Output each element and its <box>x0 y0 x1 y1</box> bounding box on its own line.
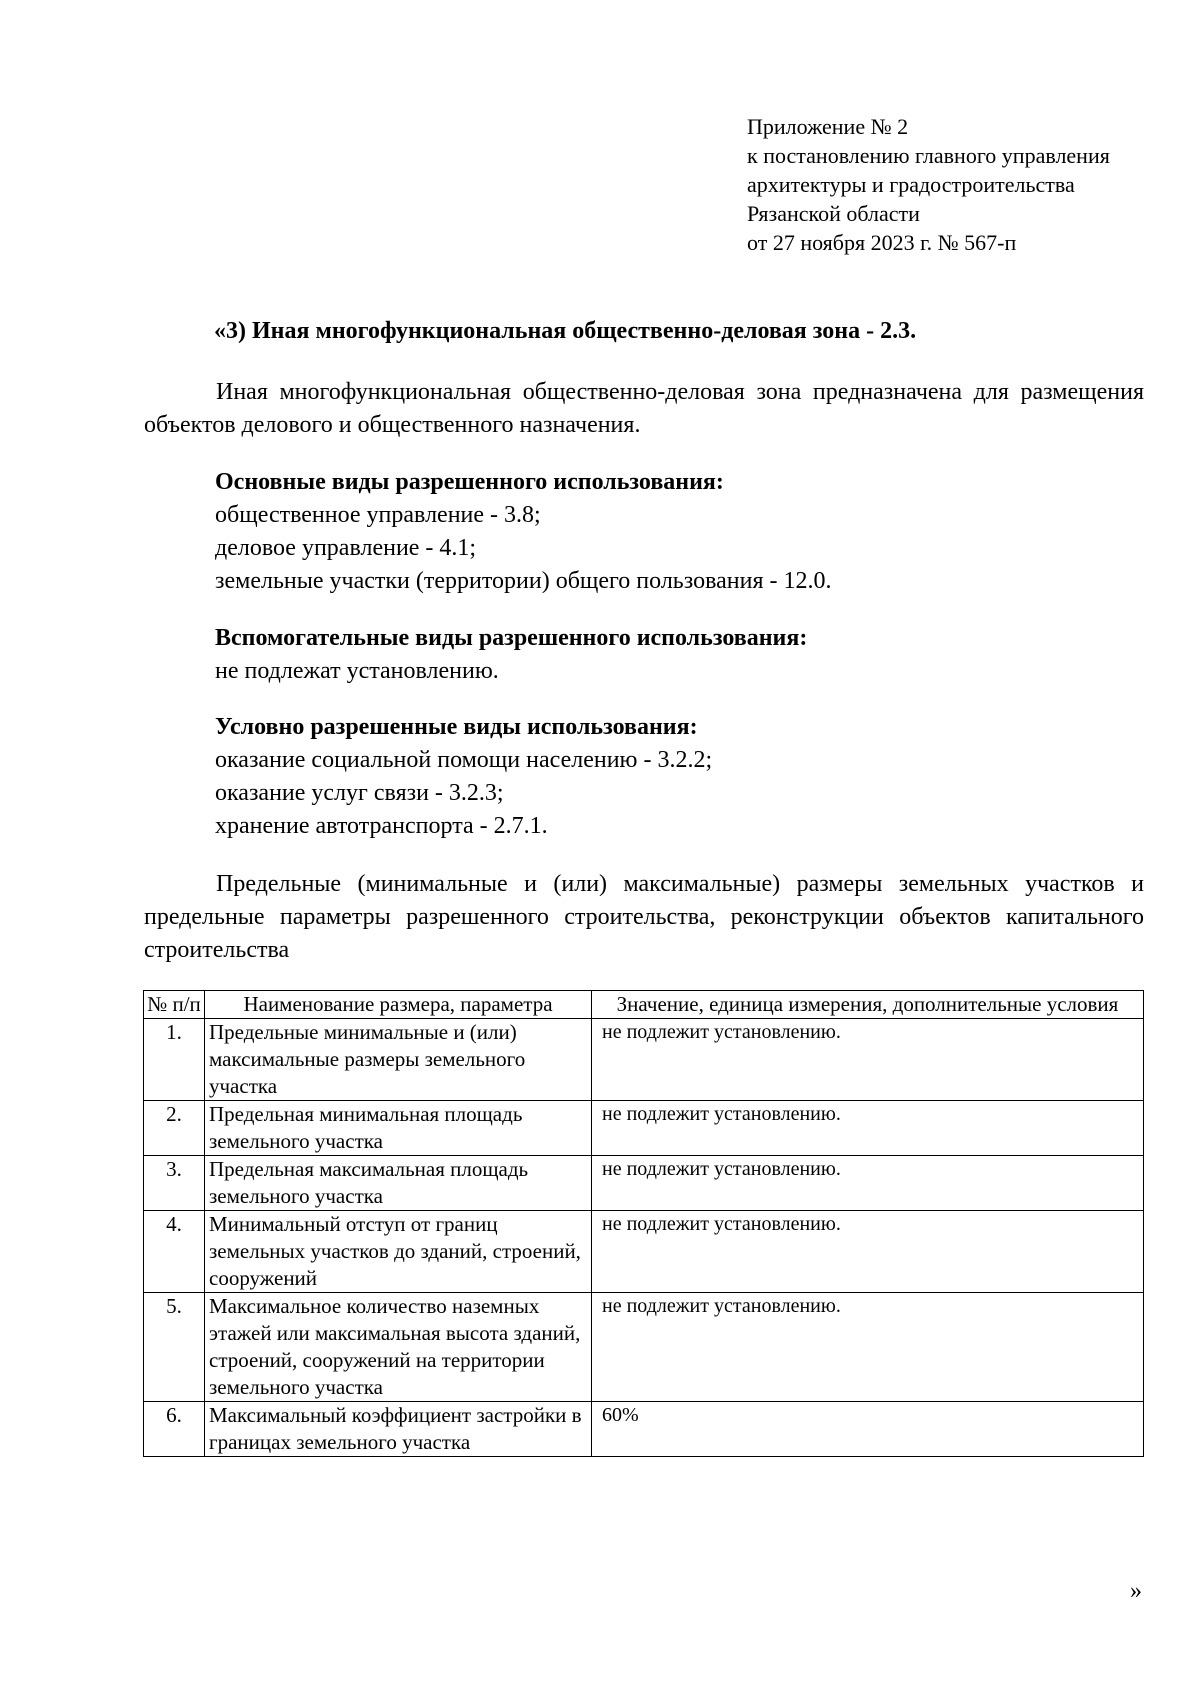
row-value: не подлежит установлению. <box>592 1293 1144 1402</box>
parameters-table <box>143 990 1144 1457</box>
zone-heading: «3) Иная многофункциональная общественно-деловая зона - 2.3. <box>214 318 917 344</box>
row-name: Предельная максимальная площадь земельного участка <box>205 1156 592 1211</box>
row-num: 6. <box>144 1402 205 1457</box>
table-row <box>144 1402 1144 1457</box>
appendix-line: Рязанской области <box>747 201 920 226</box>
main-uses-section <box>215 466 831 598</box>
table-header-row <box>144 991 1144 1019</box>
row-num: 1. <box>144 1019 205 1101</box>
row-num: 5. <box>144 1293 205 1402</box>
table-row <box>144 1293 1144 1402</box>
conditional-uses-section <box>215 711 712 843</box>
header-num: № п/п <box>144 991 205 1019</box>
row-name: Максимальный коэффициент застройки в границах земельного участка <box>205 1402 592 1457</box>
header-name: Наименование размера, параметра <box>205 991 592 1019</box>
row-name: Минимальный отступ от границ земельных участков до зданий, строений, сооружений <box>205 1211 592 1293</box>
main-uses-title: Основные виды разрешенного использования: <box>215 469 724 495</box>
row-name: Предельные минимальные и (или) максимальные размеры земельного участка <box>205 1019 592 1101</box>
row-value: 60% <box>592 1402 1144 1457</box>
auxiliary-uses-section <box>215 622 807 688</box>
appendix-line: Приложение № 2 <box>747 114 909 139</box>
table-row <box>144 1211 1144 1293</box>
table-row <box>144 1101 1144 1156</box>
row-num: 4. <box>144 1211 205 1293</box>
row-num: 2. <box>144 1101 205 1156</box>
table-row <box>144 1156 1144 1211</box>
appendix-line: архитектуры и градостроительства <box>747 172 1075 197</box>
main-use-item: земельные участки (территории) общего пользования - 12.0. <box>215 568 832 594</box>
row-value: не подлежит установлению. <box>592 1156 1144 1211</box>
conditional-use-item: оказание услуг связи - 3.2.3; <box>215 780 504 806</box>
zone-intro-paragraph: Иная многофункциональная общественно-деловая зона предназначена для размещения объектов делового и общественного назначения. <box>144 379 1144 438</box>
auxiliary-uses-title: Вспомогательные виды разрешенного использования: <box>215 625 808 651</box>
closing-quote-mark: » <box>1130 1578 1142 1604</box>
table-row <box>144 1019 1144 1101</box>
header-value: Значение, единица измерения, дополнительные условия <box>592 991 1144 1019</box>
auxiliary-use-item: не подлежат установлению. <box>215 658 499 684</box>
row-name: Максимальное количество наземных этажей или максимальная высота зданий, строений, сооружений на территории земельного участка <box>205 1293 592 1402</box>
row-value: не подлежит установлению. <box>592 1211 1144 1293</box>
limits-paragraph: Предельные (минимальные и (или) максимальные) размеры земельных участков и предельные параметры разрешенного строительства, реконструкции объектов капитального строительства <box>144 871 1144 963</box>
appendix-header <box>747 112 1110 257</box>
appendix-line: от 27 ноября 2023 г. № 567-п <box>747 230 1017 255</box>
conditional-use-item: хранение автотранспорта - 2.7.1. <box>215 813 548 839</box>
row-value: не подлежит установлению. <box>592 1019 1144 1101</box>
appendix-line: к постановлению главного управления <box>747 143 1110 168</box>
row-name: Предельная минимальная площадь земельного участка <box>205 1101 592 1156</box>
row-value: не подлежит установлению. <box>592 1101 1144 1156</box>
main-use-item: деловое управление - 4.1; <box>215 535 477 561</box>
conditional-use-item: оказание социальной помощи населению - 3.2.2; <box>215 747 713 773</box>
conditional-uses-title: Условно разрешенные виды использования: <box>215 714 698 740</box>
row-num: 3. <box>144 1156 205 1211</box>
main-use-item: общественное управление - 3.8; <box>215 502 541 528</box>
